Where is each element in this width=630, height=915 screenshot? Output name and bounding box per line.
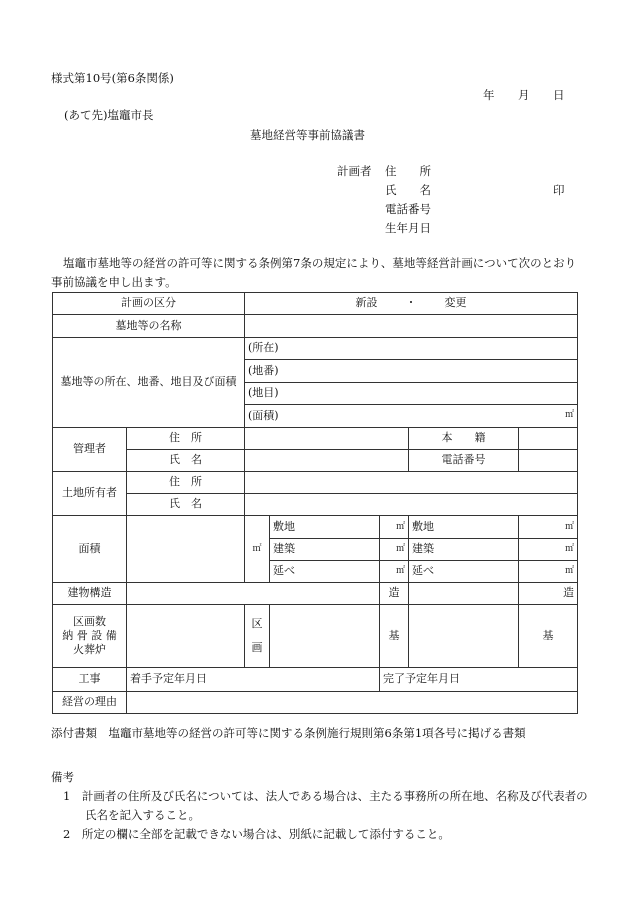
plots-label bbox=[53, 605, 127, 668]
site-area-label-a: 敷地 bbox=[270, 516, 380, 539]
applicant-name-label: 氏 名 bbox=[385, 183, 431, 197]
building-area-label-a: 建築 bbox=[270, 539, 380, 561]
plan-dot: ・ bbox=[405, 296, 417, 310]
addressee: (あて先)塩竈市長 bbox=[64, 108, 154, 122]
seal-mark: 印 bbox=[553, 183, 565, 197]
remarks-section bbox=[51, 768, 591, 844]
crematory-unit: 基 bbox=[519, 605, 578, 668]
location-area-label: (面積) bbox=[248, 408, 279, 422]
manager-phone-label: 電話番号 bbox=[409, 450, 519, 472]
building-area-unit-b: ㎡ bbox=[519, 539, 578, 561]
plots-label-3: 火葬炉 bbox=[73, 643, 106, 657]
manager-address-field[interactable] bbox=[245, 428, 409, 450]
location-area-unit: ㎡ bbox=[565, 409, 575, 420]
manager-domicile-label: 本 籍 bbox=[409, 428, 519, 450]
building-area-label-b: 建築 bbox=[409, 539, 519, 561]
intro-text: 塩竈市墓地等の経営の許可等に関する条例第7条の規定により、墓地等経営計画について次のとおり事前協議を申し出ます。 bbox=[51, 256, 577, 289]
date-day: 日 bbox=[553, 88, 565, 102]
site-area-label-b: 敷地 bbox=[409, 516, 519, 539]
site-area-unit-b: ㎡ bbox=[519, 516, 578, 539]
building-area-unit-a: ㎡ bbox=[380, 539, 409, 561]
start-date-field[interactable]: 着手予定年月日 bbox=[127, 668, 380, 692]
form-number: 様式第10号(第6条関係) bbox=[51, 71, 174, 85]
remarks-heading: 備考 bbox=[51, 770, 74, 784]
location-lot-field[interactable]: (地番) bbox=[245, 360, 578, 383]
manager-name-label: 氏 名 bbox=[127, 450, 245, 472]
plots-label-2: 納 骨 設 備 bbox=[62, 628, 117, 642]
location-label: 墓地等の所在、地番、地目及び面積 bbox=[53, 338, 245, 428]
end-date-field[interactable]: 完了予定年月日 bbox=[380, 668, 578, 692]
cemetery-name-field[interactable] bbox=[245, 315, 578, 338]
landowner-label: 土地所有者 bbox=[53, 472, 127, 516]
location-category-field[interactable]: (地目) bbox=[245, 383, 578, 405]
plots-unit-ku: 区 bbox=[251, 616, 263, 630]
structure-field-b[interactable] bbox=[409, 583, 519, 605]
location-address-field[interactable]: (所在) bbox=[245, 338, 578, 360]
landowner-name-label: 氏 名 bbox=[127, 494, 245, 516]
floor-area-label-a: 延べ bbox=[270, 561, 380, 583]
construction-label: 工事 bbox=[53, 668, 127, 692]
location-area-field[interactable] bbox=[245, 405, 578, 428]
cemetery-name-label: 墓地等の名称 bbox=[53, 315, 245, 338]
applicant-role-label: 計画者 bbox=[337, 164, 372, 178]
application-table bbox=[52, 292, 578, 714]
floor-area-unit-a: ㎡ bbox=[380, 561, 409, 583]
plots-count-field[interactable] bbox=[127, 605, 245, 668]
date-year: 年 bbox=[483, 88, 495, 102]
applicant-phone-label: 電話番号 bbox=[385, 202, 431, 216]
area-total-unit: ㎡ bbox=[245, 516, 270, 583]
reason-field[interactable] bbox=[127, 692, 578, 714]
landowner-address-label: 住 所 bbox=[127, 472, 245, 494]
plots-unit-kaku: 画 bbox=[251, 641, 263, 654]
plan-change[interactable]: 変更 bbox=[444, 296, 467, 310]
plan-type-label: 計画の区分 bbox=[53, 293, 245, 315]
ossuary-unit: 基 bbox=[380, 605, 409, 668]
remark-item-1: 1 計画者の住所及び氏名については、法人である場合は、主たる事務所の所在地、名称及び代表者の氏名を記入すること。 bbox=[63, 789, 588, 822]
structure-unit-b: 造 bbox=[519, 583, 578, 605]
manager-phone-field[interactable] bbox=[519, 450, 578, 472]
date-month: 月 bbox=[518, 88, 530, 102]
plan-new[interactable]: 新設 bbox=[355, 296, 378, 310]
ossuary-field[interactable] bbox=[270, 605, 380, 668]
manager-label: 管理者 bbox=[53, 428, 127, 472]
plan-type-options bbox=[245, 293, 578, 315]
site-area-unit-a: ㎡ bbox=[380, 516, 409, 539]
landowner-address-field[interactable] bbox=[245, 472, 578, 494]
document-title: 墓地経営等事前協議書 bbox=[250, 128, 365, 142]
crematory-field[interactable] bbox=[409, 605, 519, 668]
attachment-note: 添付書類 塩竈市墓地等の経営の許可等に関する条例施行規則第6条第1項各号に掲げる書類 bbox=[51, 726, 526, 740]
manager-address-label: 住 所 bbox=[127, 428, 245, 450]
structure-unit-a: 造 bbox=[380, 583, 409, 605]
manager-domicile-field[interactable] bbox=[519, 428, 578, 450]
landowner-name-field[interactable] bbox=[245, 494, 578, 516]
plots-label-1: 区画数 bbox=[73, 614, 106, 628]
remark-item-2: 2 所定の欄に全部を記載できない場合は、別紙に記載して添付すること。 bbox=[63, 827, 450, 841]
structure-field-a[interactable] bbox=[127, 583, 380, 605]
area-label: 面積 bbox=[53, 516, 127, 583]
floor-area-unit-b: ㎡ bbox=[519, 561, 578, 583]
floor-area-label-b: 延べ bbox=[409, 561, 519, 583]
structure-label: 建物構造 bbox=[53, 583, 127, 605]
applicant-birth-label: 生年月日 bbox=[385, 221, 431, 235]
area-total-field[interactable] bbox=[127, 516, 245, 583]
plots-unit bbox=[245, 605, 270, 668]
applicant-address-label: 住 所 bbox=[385, 164, 431, 178]
reason-label: 経営の理由 bbox=[53, 692, 127, 714]
manager-name-field[interactable] bbox=[245, 450, 409, 472]
